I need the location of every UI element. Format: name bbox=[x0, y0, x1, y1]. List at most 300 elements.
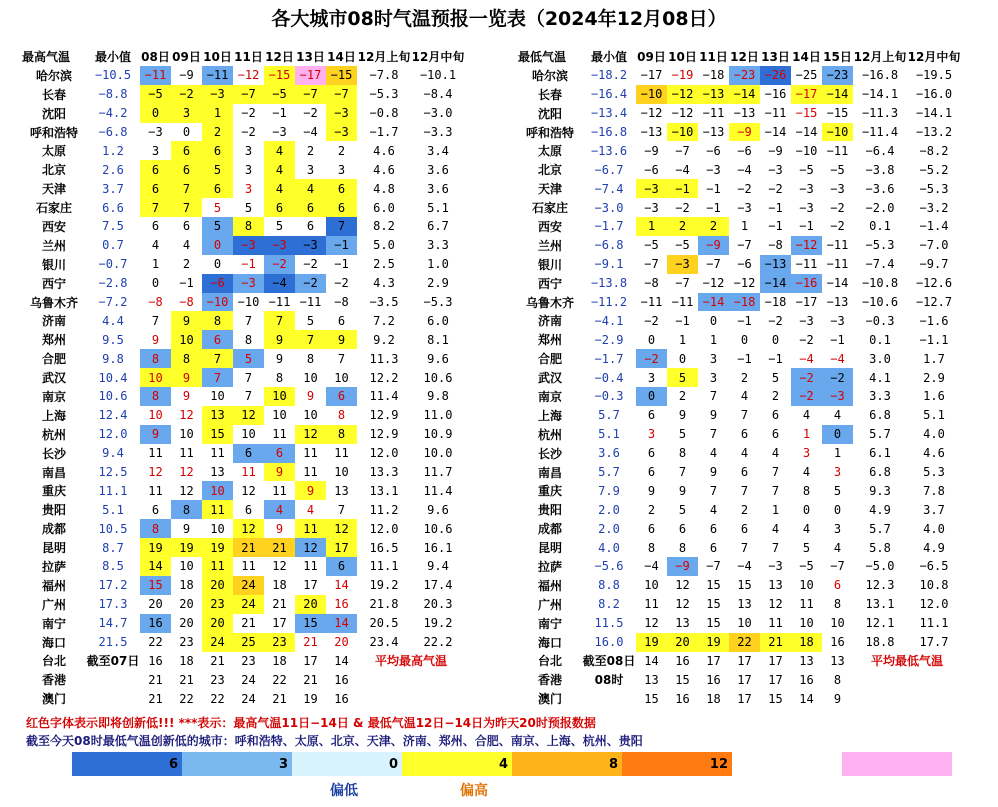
mid-dec-value: −5.3 bbox=[423, 295, 453, 310]
max-temp-body bbox=[22, 66, 465, 708]
day-value: 21 bbox=[179, 672, 194, 687]
day-value: 7 bbox=[740, 408, 749, 423]
day-value: 9 bbox=[833, 691, 842, 706]
min-value: 5.7 bbox=[598, 465, 620, 480]
day-value: 11 bbox=[303, 446, 318, 461]
day-value: 4 bbox=[295, 179, 326, 198]
min-temp-table bbox=[518, 47, 961, 708]
day-value: 17 bbox=[737, 653, 752, 668]
day-value: −7 bbox=[737, 238, 752, 253]
day-value: 2 bbox=[771, 389, 780, 404]
column-header: 最小值 bbox=[94, 49, 131, 64]
city-name: 兰州 bbox=[41, 238, 66, 253]
day-value: 8 bbox=[306, 351, 315, 366]
min-value: 8.2 bbox=[598, 597, 620, 612]
city-name: 长沙 bbox=[537, 446, 562, 461]
city-name: 南昌 bbox=[41, 465, 66, 480]
table-row bbox=[22, 179, 465, 198]
day-value: 0 bbox=[140, 104, 171, 123]
day-value: 6 bbox=[647, 446, 656, 461]
early-dec-value: 11.2 bbox=[369, 502, 399, 517]
table-row bbox=[22, 557, 465, 576]
day-value: 23 bbox=[202, 595, 233, 614]
day-value: 17 bbox=[303, 578, 318, 593]
early-dec-value: 12.3 bbox=[865, 578, 895, 593]
day-value: 12 bbox=[233, 406, 264, 425]
day-value: −6 bbox=[202, 274, 233, 293]
day-value: 4 bbox=[771, 521, 780, 536]
day-value: 4 bbox=[182, 238, 191, 253]
day-value: −15 bbox=[326, 66, 357, 85]
day-value: 6 bbox=[647, 465, 656, 480]
day-value: 1 bbox=[636, 217, 667, 236]
day-value: 20 bbox=[667, 633, 698, 652]
day-value: −11 bbox=[702, 106, 725, 121]
day-value: 6 bbox=[647, 521, 656, 536]
day-value: −18 bbox=[764, 295, 787, 310]
mid-dec-value: 10.6 bbox=[423, 370, 453, 385]
early-dec-value bbox=[357, 689, 411, 708]
day-value: −3 bbox=[799, 200, 814, 215]
day-value: 4 bbox=[709, 446, 718, 461]
day-value: −3 bbox=[148, 125, 163, 139]
table-row bbox=[518, 387, 961, 406]
table-row bbox=[22, 444, 465, 463]
day-value: 10 bbox=[737, 616, 752, 631]
mid-dec-value: −5.2 bbox=[919, 162, 949, 177]
day-value: 16 bbox=[799, 672, 814, 687]
day-value: −13 bbox=[640, 125, 663, 139]
mid-dec-value: 11.4 bbox=[423, 483, 453, 498]
city-name: 西宁 bbox=[537, 276, 562, 291]
table-row bbox=[22, 255, 465, 274]
early-dec-value: −2.0 bbox=[865, 200, 895, 215]
mid-dec-value: −13.2 bbox=[915, 125, 953, 139]
table-row bbox=[518, 444, 961, 463]
day-value: −2 bbox=[636, 349, 667, 368]
early-dec-value: 8.2 bbox=[373, 219, 395, 234]
day-value: 17 bbox=[768, 672, 783, 687]
day-value: 4 bbox=[740, 446, 749, 461]
column-header: 08日 bbox=[141, 49, 170, 64]
day-value: 6 bbox=[140, 160, 171, 179]
day-value: −2 bbox=[791, 368, 822, 387]
day-value: 1 bbox=[202, 104, 233, 123]
city-name: 石家庄 bbox=[531, 201, 568, 216]
day-value: −6 bbox=[706, 143, 721, 158]
table-row bbox=[518, 123, 961, 142]
day-value: 5 bbox=[833, 483, 842, 498]
day-value: 8 bbox=[140, 387, 171, 406]
day-value: 14 bbox=[326, 614, 357, 633]
city-name: 哈尔滨 bbox=[35, 68, 72, 83]
early-dec-value: −5.0 bbox=[865, 559, 895, 574]
city-name: 太原 bbox=[537, 144, 562, 159]
min-value: 17.2 bbox=[98, 578, 128, 593]
min-value: 3.7 bbox=[102, 181, 124, 196]
day-value: 4 bbox=[833, 408, 842, 423]
city-name: 哈尔滨 bbox=[531, 68, 568, 83]
color-legend bbox=[72, 752, 952, 776]
min-value: −0.7 bbox=[98, 257, 128, 272]
day-value: 6 bbox=[833, 578, 842, 593]
day-value: −4 bbox=[737, 559, 752, 574]
day-value: 10 bbox=[334, 465, 349, 480]
day-value: 11 bbox=[799, 597, 814, 612]
legend-low-label: 偏低 bbox=[330, 783, 358, 799]
day-value: 6 bbox=[326, 179, 357, 198]
day-value: 18 bbox=[179, 578, 194, 593]
day-value: 1 bbox=[678, 332, 687, 347]
day-value: −1 bbox=[706, 200, 721, 215]
column-header: 10日 bbox=[668, 49, 697, 64]
early-dec-value bbox=[853, 670, 907, 689]
min-value: 9.5 bbox=[102, 332, 124, 347]
day-value: 11 bbox=[148, 446, 163, 461]
day-value: −10 bbox=[202, 293, 233, 312]
day-value: 3 bbox=[802, 446, 811, 461]
day-value: 8 bbox=[326, 425, 357, 444]
day-value: 6 bbox=[709, 521, 718, 536]
day-value: 20 bbox=[295, 595, 326, 614]
day-value: 3 bbox=[833, 521, 842, 536]
day-value: −1 bbox=[334, 257, 349, 272]
early-dec-value: 13.3 bbox=[369, 465, 399, 480]
min-value: −18.2 bbox=[590, 68, 628, 83]
day-value: −5 bbox=[264, 85, 295, 104]
day-value: −3 bbox=[667, 255, 698, 274]
day-value: 22 bbox=[729, 633, 760, 652]
day-value: −4 bbox=[303, 125, 318, 139]
day-value: 1 bbox=[833, 446, 842, 461]
table-row bbox=[518, 557, 961, 576]
day-value: −9 bbox=[729, 123, 760, 142]
table-row bbox=[22, 123, 465, 142]
day-value: 16 bbox=[334, 597, 349, 612]
day-value: 20 bbox=[148, 597, 163, 612]
day-value: −8 bbox=[334, 295, 349, 310]
day-value: 17 bbox=[303, 653, 318, 668]
table-row bbox=[22, 198, 465, 217]
mid-dec-value: −3.3 bbox=[423, 125, 453, 139]
day-value: 11 bbox=[295, 519, 326, 538]
day-value: 4 bbox=[802, 465, 811, 480]
day-value: −1 bbox=[667, 179, 698, 198]
min-value: −16.8 bbox=[590, 125, 628, 139]
legend-high-label: 偏高 bbox=[460, 783, 488, 799]
min-value: 8.5 bbox=[102, 559, 124, 574]
mid-dec-value: 11.1 bbox=[919, 616, 949, 631]
column-header: 15日 bbox=[823, 49, 852, 64]
day-value: −3 bbox=[644, 200, 659, 215]
day-value: 3 bbox=[647, 427, 656, 442]
day-value: −5 bbox=[830, 162, 845, 177]
min-value: 3.6 bbox=[598, 446, 620, 461]
mid-dec-value: −12.6 bbox=[915, 276, 953, 291]
day-value: 7 bbox=[326, 217, 357, 236]
day-value: −2 bbox=[295, 274, 326, 293]
mid-dec-value: 5.3 bbox=[923, 465, 945, 480]
early-dec-value: 0.1 bbox=[869, 332, 891, 347]
day-value: 7 bbox=[771, 465, 780, 480]
table-row bbox=[22, 633, 465, 652]
min-value: 12.0 bbox=[98, 427, 128, 442]
day-value: 12 bbox=[233, 519, 264, 538]
day-value: −18 bbox=[702, 68, 725, 83]
min-value: 16.0 bbox=[594, 635, 624, 650]
min-value: −8.8 bbox=[98, 87, 128, 102]
mid-dec-value: −1.1 bbox=[919, 332, 949, 347]
mid-dec-value: 12.0 bbox=[919, 597, 949, 612]
day-value: 5 bbox=[802, 540, 811, 555]
table-row bbox=[518, 160, 961, 179]
early-dec-value: 12.1 bbox=[865, 616, 895, 631]
mid-dec-value: −9.7 bbox=[919, 257, 949, 272]
day-value: −3 bbox=[326, 123, 357, 142]
city-name: 武汉 bbox=[41, 371, 66, 386]
day-value: 3 bbox=[709, 351, 718, 366]
mid-dec-value bbox=[411, 670, 465, 689]
day-value: 8 bbox=[678, 446, 687, 461]
min-value: −4.1 bbox=[594, 313, 624, 328]
day-value: −4 bbox=[644, 559, 659, 574]
day-value: 4 bbox=[264, 141, 295, 160]
day-value: 0 bbox=[213, 257, 222, 272]
day-value: 24 bbox=[241, 691, 256, 706]
city-name: 长沙 bbox=[41, 446, 66, 461]
day-value: 13 bbox=[675, 616, 690, 631]
city-name: 台北 bbox=[41, 654, 66, 669]
min-value: 9.4 bbox=[102, 446, 124, 461]
day-value: 2 bbox=[647, 502, 656, 517]
day-value: 7 bbox=[740, 540, 749, 555]
day-value: 15 bbox=[675, 672, 690, 687]
day-value: 11 bbox=[768, 616, 783, 631]
day-value: −2 bbox=[830, 200, 845, 215]
mid-dec-value: −12.7 bbox=[915, 295, 953, 310]
day-value: 0 bbox=[182, 125, 191, 139]
day-value: 7 bbox=[337, 351, 346, 366]
table-row bbox=[518, 463, 961, 482]
mid-dec-value: 10.6 bbox=[423, 521, 453, 536]
table-row bbox=[518, 236, 961, 255]
early-dec-value: 18.8 bbox=[865, 635, 895, 650]
day-value: −3 bbox=[830, 181, 845, 196]
city-name: 上海 bbox=[537, 408, 562, 423]
day-value: 2 bbox=[182, 257, 191, 272]
day-value: 9 bbox=[171, 368, 202, 387]
column-header: 最高气温 bbox=[22, 49, 71, 64]
day-value: −25 bbox=[795, 68, 818, 83]
min-value: 0.7 bbox=[102, 238, 124, 253]
day-value: −13 bbox=[760, 255, 791, 274]
mid-dec-value: 9.6 bbox=[427, 351, 449, 366]
day-value: 12 bbox=[326, 519, 357, 538]
city-name: 福州 bbox=[41, 578, 66, 593]
day-value: 12 bbox=[675, 578, 690, 593]
min-value: −3.0 bbox=[594, 200, 624, 215]
city-name: 重庆 bbox=[537, 484, 562, 499]
day-value: 2 bbox=[667, 217, 698, 236]
early-dec-value: −3.5 bbox=[369, 295, 399, 310]
min-value: −7.4 bbox=[594, 181, 624, 196]
city-name: 银川 bbox=[537, 257, 562, 272]
city-name: 成都 bbox=[41, 522, 66, 537]
day-value: 7 bbox=[709, 389, 718, 404]
day-value: −1 bbox=[737, 351, 752, 366]
day-value: 16 bbox=[140, 614, 171, 633]
table-row bbox=[22, 236, 465, 255]
mid-dec-value: 4.0 bbox=[923, 427, 945, 442]
day-value: 12 bbox=[768, 597, 783, 612]
min-value: 17.3 bbox=[98, 597, 128, 612]
day-value: 13 bbox=[334, 483, 349, 498]
city-name: 太原 bbox=[41, 144, 66, 159]
table-row bbox=[518, 274, 961, 293]
mid-dec-value: 3.6 bbox=[427, 181, 449, 196]
legend-segment: 6 bbox=[72, 752, 182, 776]
day-value: 6 bbox=[151, 502, 160, 517]
day-value: −14 bbox=[729, 85, 760, 104]
day-value: 10 bbox=[303, 408, 318, 423]
day-value: 0 bbox=[202, 236, 233, 255]
day-value: −13 bbox=[702, 125, 725, 139]
mid-dec-value: 22.2 bbox=[423, 635, 453, 650]
min-value: 10.6 bbox=[98, 389, 128, 404]
day-value: 0 bbox=[833, 502, 842, 517]
table-row bbox=[22, 595, 465, 614]
day-value: −5 bbox=[644, 238, 659, 253]
day-value: 13 bbox=[830, 653, 845, 668]
city-name: 西安 bbox=[41, 219, 66, 234]
column-header: 11日 bbox=[234, 49, 263, 64]
day-value: 11 bbox=[179, 446, 194, 461]
day-value: −8 bbox=[179, 295, 194, 310]
min-value: 截至08日 bbox=[582, 654, 636, 669]
day-value: 5 bbox=[244, 200, 253, 215]
city-name: 天津 bbox=[537, 182, 562, 197]
day-value: 6 bbox=[326, 198, 357, 217]
day-value: 5 bbox=[213, 200, 222, 215]
early-dec-value: 6.1 bbox=[869, 446, 891, 461]
min-value: −0.3 bbox=[594, 389, 624, 404]
day-value: −7 bbox=[295, 85, 326, 104]
mid-dec-value: 2.9 bbox=[427, 276, 449, 291]
day-value: 9 bbox=[140, 425, 171, 444]
day-value: 23 bbox=[179, 635, 194, 650]
day-value: −3 bbox=[272, 125, 287, 139]
day-value: 21 bbox=[233, 538, 264, 557]
day-value: 23 bbox=[241, 653, 256, 668]
day-value: −3 bbox=[737, 200, 752, 215]
day-value: −11 bbox=[826, 238, 849, 253]
day-value: 19 bbox=[202, 538, 233, 557]
day-value: 10 bbox=[830, 616, 845, 631]
day-value: −7 bbox=[706, 559, 721, 574]
day-value: 14 bbox=[334, 653, 349, 668]
city-name: 广州 bbox=[41, 597, 66, 612]
day-value: 3 bbox=[647, 370, 656, 385]
min-value: 14.7 bbox=[98, 616, 128, 631]
day-value: 3 bbox=[306, 162, 315, 177]
day-value: 22 bbox=[148, 635, 163, 650]
day-value: 20 bbox=[202, 576, 233, 595]
day-value: 22 bbox=[179, 691, 194, 706]
early-dec-value: 2.5 bbox=[373, 257, 395, 272]
min-temp-body bbox=[518, 66, 961, 708]
day-value: 10 bbox=[799, 578, 814, 593]
day-value: 11 bbox=[241, 465, 256, 480]
day-value: −3 bbox=[768, 559, 783, 574]
early-dec-value: −3.6 bbox=[865, 181, 895, 196]
day-value: −1 bbox=[675, 313, 690, 328]
day-value: 6 bbox=[326, 557, 357, 576]
day-value: 9 bbox=[647, 483, 656, 498]
day-value: 23 bbox=[264, 633, 295, 652]
day-value: 8 bbox=[275, 370, 284, 385]
day-value: −11 bbox=[764, 106, 787, 121]
day-value: 16 bbox=[675, 691, 690, 706]
mid-dec-value: 3.6 bbox=[427, 162, 449, 177]
day-value: 25 bbox=[233, 633, 264, 652]
early-dec-value: −11.4 bbox=[861, 125, 899, 139]
day-value: 4 bbox=[802, 408, 811, 423]
day-value: −3 bbox=[822, 387, 853, 406]
day-value: −3 bbox=[295, 236, 326, 255]
table-row bbox=[518, 293, 961, 312]
mid-dec-value: 17.7 bbox=[919, 635, 949, 650]
day-value: −9 bbox=[768, 143, 783, 158]
min-value: −4.2 bbox=[98, 106, 128, 121]
day-value: 11 bbox=[210, 446, 225, 461]
day-value: −2 bbox=[768, 313, 783, 328]
day-value: 7 bbox=[709, 483, 718, 498]
early-dec-value: −10.8 bbox=[861, 276, 899, 291]
table-row bbox=[518, 614, 961, 633]
day-value: 8 bbox=[202, 311, 233, 330]
day-value: −13 bbox=[733, 106, 756, 121]
table-row bbox=[518, 633, 961, 652]
day-value: −17 bbox=[795, 295, 818, 310]
day-value: 21 bbox=[210, 653, 225, 668]
table-row bbox=[518, 255, 961, 274]
day-value: 6 bbox=[740, 465, 749, 480]
day-value: 13 bbox=[799, 653, 814, 668]
table-row bbox=[22, 104, 465, 123]
day-value: −3 bbox=[264, 236, 295, 255]
day-value: 6 bbox=[295, 198, 326, 217]
mid-dec-value: 4.6 bbox=[923, 446, 945, 461]
table-row bbox=[518, 538, 961, 557]
day-value: −7 bbox=[706, 257, 721, 272]
min-value: −6.7 bbox=[594, 162, 624, 177]
day-value: 9 bbox=[151, 332, 160, 347]
mid-dec-value: 19.2 bbox=[423, 616, 453, 631]
day-value: 23 bbox=[210, 672, 225, 687]
mid-dec-value: 5.1 bbox=[427, 200, 449, 215]
mid-dec-value: −19.5 bbox=[915, 68, 953, 83]
min-value: −1.7 bbox=[594, 219, 624, 234]
day-value: 15 bbox=[737, 578, 752, 593]
day-value: 2 bbox=[740, 502, 749, 517]
day-value: 12 bbox=[272, 559, 287, 574]
day-value: 8 bbox=[337, 408, 346, 423]
day-value: −12 bbox=[733, 276, 756, 291]
day-value: 13 bbox=[768, 578, 783, 593]
day-value: 6 bbox=[140, 179, 171, 198]
day-value: 21 bbox=[303, 635, 318, 650]
table-row bbox=[22, 425, 465, 444]
